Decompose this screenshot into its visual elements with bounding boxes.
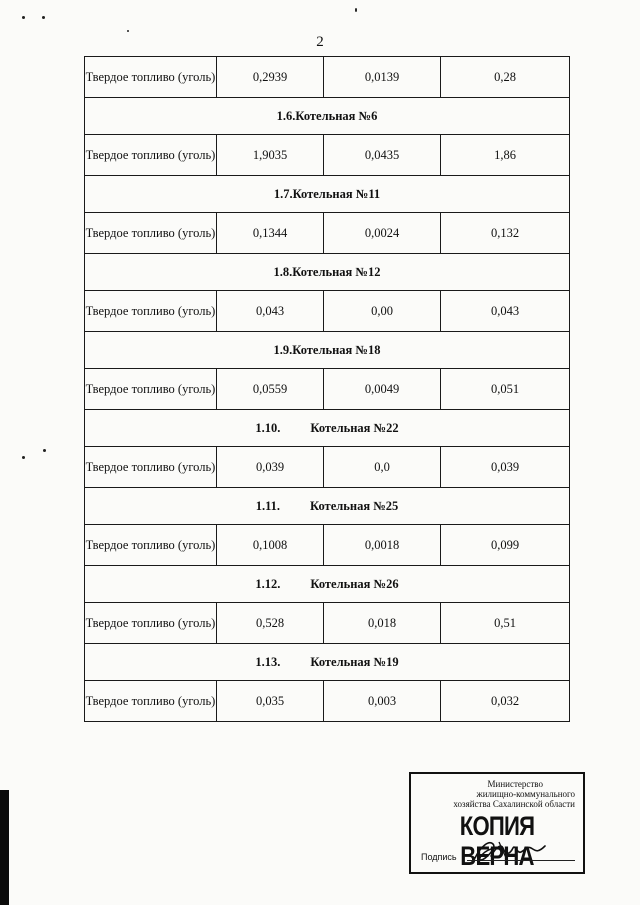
scan-speck (355, 8, 357, 12)
value-cell: 0,051 (441, 369, 570, 410)
boiler-header-row (85, 410, 570, 447)
value-cell: 0,099 (441, 525, 570, 566)
value-cell: 0,039 (441, 447, 570, 488)
section-number: 1.11. (255, 498, 281, 513)
value-cell: 0,51 (441, 603, 570, 644)
value-cell: 0,0024 (324, 213, 441, 254)
value-cell: 0,043 (441, 291, 570, 332)
value-cell: 0,0559 (217, 369, 324, 410)
boiler-title: Котельная №6 (295, 108, 378, 123)
boiler-title: Котельная №26 (310, 576, 399, 591)
boiler-header-row (85, 332, 570, 369)
section-number: 1.8. (273, 264, 293, 279)
value-cell: 0,28 (441, 57, 570, 98)
boiler-title: Котельная №19 (310, 654, 399, 669)
boiler-header-cell (85, 332, 570, 369)
fuel-data-row (85, 213, 570, 254)
boiler-header-row (85, 254, 570, 291)
fuel-type-cell: Твердое топливо (уголь) (85, 135, 217, 176)
page-number: 2 (316, 34, 324, 50)
fuel-type-cell: Твердое топливо (уголь) (85, 525, 217, 566)
scan-edge-shadow (0, 790, 9, 905)
stamp-signature-label: Подпись (421, 852, 457, 862)
boiler-title: Котельная №12 (292, 264, 381, 279)
scan-speck (22, 16, 25, 19)
section-number: 1.6. (276, 108, 296, 123)
fuel-type-cell: Твердое топливо (уголь) (85, 57, 217, 98)
section-number: 1.7. (273, 186, 293, 201)
boiler-header-row (85, 566, 570, 603)
boiler-header-cell (85, 176, 570, 213)
fuel-data-row (85, 603, 570, 644)
copy-certified-stamp (409, 772, 585, 874)
section-number: 1.10. (255, 420, 281, 435)
boiler-header-cell (85, 410, 570, 447)
fuel-type-cell: Твердое топливо (уголь) (85, 291, 217, 332)
scan-speck (127, 30, 129, 32)
boiler-header-row (85, 176, 570, 213)
fuel-type-cell: Твердое топливо (уголь) (85, 603, 217, 644)
value-cell: 0,018 (324, 603, 441, 644)
boiler-title: Котельная №11 (292, 186, 381, 201)
fuel-type-cell: Твердое топливо (уголь) (85, 681, 217, 722)
scan-speck (43, 449, 46, 452)
fuel-data-row (85, 525, 570, 566)
fuel-table-body (85, 57, 570, 722)
section-number: 1.9. (273, 342, 293, 357)
boiler-title: Котельная №18 (292, 342, 381, 357)
boiler-header-cell (85, 254, 570, 291)
value-cell: 0,1344 (217, 213, 324, 254)
stamp-title: КОПИЯ ВЕРНА (459, 811, 535, 871)
fuel-data-row (85, 681, 570, 722)
stamp-signature-row (421, 842, 575, 864)
fuel-data-row (85, 291, 570, 332)
value-cell: 0,0049 (324, 369, 441, 410)
boiler-header-cell (85, 566, 570, 603)
value-cell: 0,1008 (217, 525, 324, 566)
handwritten-signature (471, 838, 551, 864)
fuel-data-row (85, 135, 570, 176)
value-cell: 0,00 (324, 291, 441, 332)
value-cell: 0,039 (217, 447, 324, 488)
value-cell: 0,0 (324, 447, 441, 488)
fuel-data-row (85, 369, 570, 410)
value-cell: 0,043 (217, 291, 324, 332)
value-cell: 0,0435 (324, 135, 441, 176)
value-cell: 1,86 (441, 135, 570, 176)
scan-speck (22, 456, 25, 459)
value-cell: 0,035 (217, 681, 324, 722)
fuel-type-cell: Твердое топливо (уголь) (85, 447, 217, 488)
fuel-data-row (85, 447, 570, 488)
stamp-ministry-line: жилищно-коммунального (476, 789, 575, 799)
value-cell: 1,9035 (217, 135, 324, 176)
value-cell: 0,003 (324, 681, 441, 722)
fuel-table (84, 56, 570, 722)
boiler-header-cell (85, 488, 570, 525)
stamp-ministry-line: Министерство (487, 779, 543, 789)
boiler-title: Котельная №22 (310, 420, 399, 435)
value-cell: 0,528 (217, 603, 324, 644)
boiler-header-row (85, 488, 570, 525)
boiler-header-cell (85, 98, 570, 135)
boiler-header-row (85, 98, 570, 135)
value-cell: 0,032 (441, 681, 570, 722)
boiler-header-row (85, 644, 570, 681)
section-number: 1.13. (255, 654, 281, 669)
value-cell: 0,0139 (324, 57, 441, 98)
value-cell: 0,132 (441, 213, 570, 254)
fuel-type-cell: Твердое топливо (уголь) (85, 369, 217, 410)
boiler-header-cell (85, 644, 570, 681)
fuel-type-cell: Твердое топливо (уголь) (85, 213, 217, 254)
boiler-title: Котельная №25 (310, 498, 399, 513)
scan-speck (42, 16, 45, 19)
value-cell: 0,0018 (324, 525, 441, 566)
section-number: 1.12. (255, 576, 281, 591)
stamp-ministry-line: хозяйства Сахалинской области (453, 799, 575, 809)
fuel-data-row (85, 57, 570, 98)
value-cell: 0,2939 (217, 57, 324, 98)
